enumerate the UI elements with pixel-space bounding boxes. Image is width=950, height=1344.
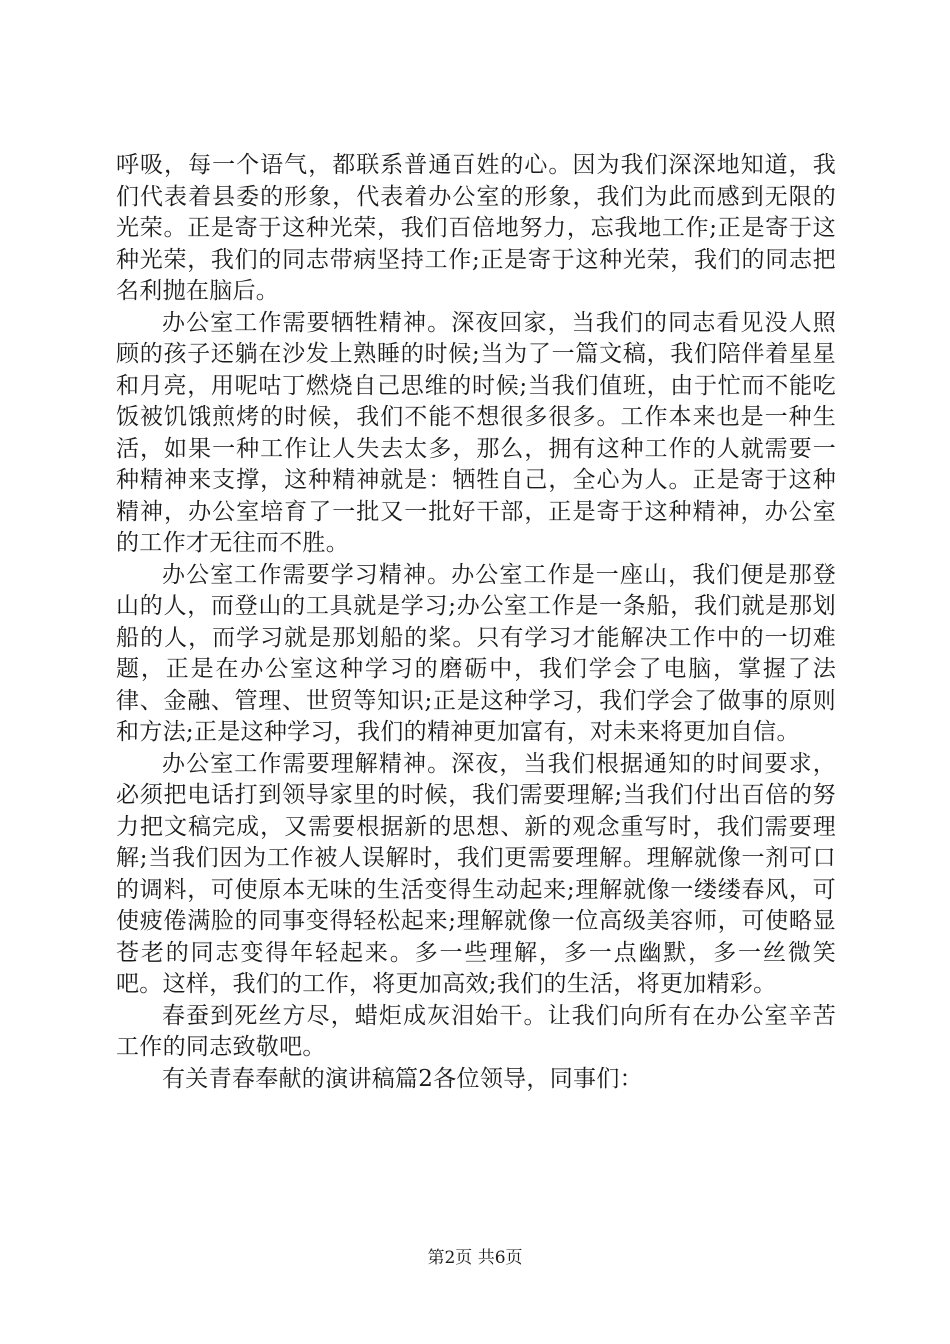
paragraph-2: 办公室工作需要牺牲精神。深夜回家，当我们的同志看见没人照顾的孩子还躺在沙发上熟睡的时候;当为了一篇文稿，我们陪伴着星星和月亮，用呢咕丁燃烧自己思维的时候;当我们值班，由于忙而不能吃饭被饥饿煎烤的时候，我们不能不想很多很多。工作本来也是一种生活，如果一种工作让人失去太多，那么，拥有这种工作的人就需要一种精神来支撑，这种精神就是：牺牲自己，全心为人。正是寄于这种精神，办公室培育了一批又一批好干部，正是寄于这种精神，办公室的工作才无往而不胜。	[116, 309, 836, 556]
paragraph-5: 春蚕到死丝方尽，蜡炬成灰泪始干。让我们向所有在办公室辛苦工作的同志致敬吧。	[116, 1002, 836, 1060]
document-body	[116, 150, 836, 1095]
paragraph-1: 呼吸，每一个语气，都联系普通百姓的心。因为我们深深地知道，我们代表着县委的形象，代表着办公室的形象，我们为此而感到无限的光荣。正是寄于这种光荣，我们百倍地努力，忘我地工作;正是寄于这种光荣，我们的同志带病坚持工作;正是寄于这种光荣，我们的同志把名利抛在脑后。	[116, 152, 836, 304]
paragraph-6: 有关青春奉献的演讲稿篇2各位领导，同事们：	[162, 1065, 643, 1092]
page-number-footer: 第2页 共6页	[427, 1248, 523, 1268]
paragraph-4: 办公室工作需要理解精神。深夜，当我们根据通知的时间要求，必须把电话打到领导家里的时候，我们需要理解;当我们付出百倍的努力把文稿完成，又需要根据新的思想、新的观念重写时，我们需要理解;当我们因为工作被人误解时，我们更需要理解。理解就像一剂可口的调料，可使原本无味的生活变得生动起来;理解就像一缕缕春风，可使疲倦满脸的同事变得轻松起来;理解就像一位高级美容师，可使略显苍老的同志变得年轻起来。多一些理解，多一点幽默，多一丝微笑吧。这样，我们的工作，将更加高效;我们的生活，将更加精彩。	[116, 750, 836, 997]
paragraph-3: 办公室工作需要学习精神。办公室工作是一座山，我们便是那登山的人，而登山的工具就是学习;办公室工作是一条船，我们就是那划船的人，而学习就是那划船的桨。只有学习才能解决工作中的一切难题，正是在办公室这种学习的磨砺中，我们学会了电脑，掌握了法律、金融、管理、世贸等知识;正是这种学习，我们学会了做事的原则和方法;正是这种学习，我们的精神更加富有，对未来将更加自信。	[116, 561, 836, 745]
